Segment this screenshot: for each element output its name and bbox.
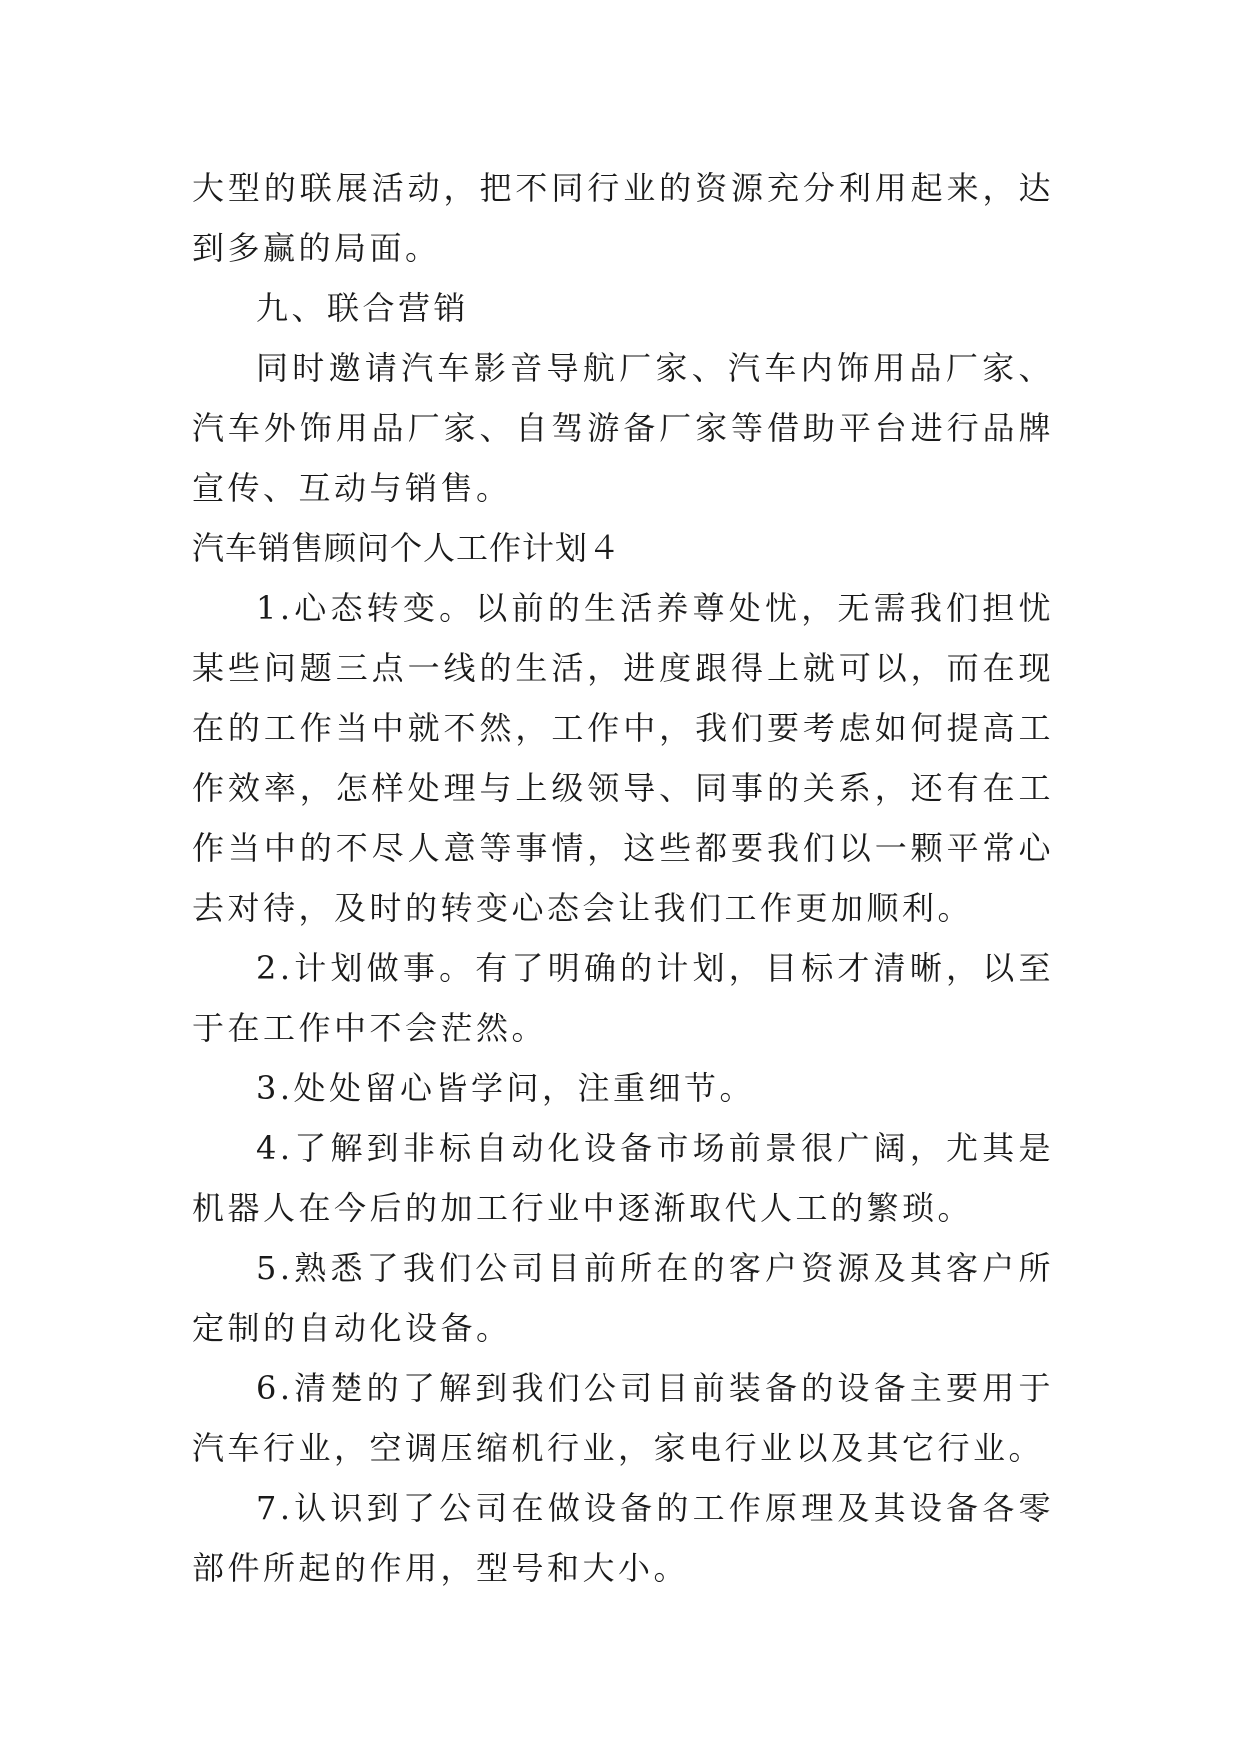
list-item-1: 1.心态转变。以前的生活养尊处忧，无需我们担忧某些问题三点一线的生活，进度跟得上就可以，而在现在的工作当中就不然，工作中，我们要考虑如何提高工作效率，怎样处理与上级领导、同事的关系，还有在工作当中的不尽人意等事情，这些都要我们以一颗平常心去对待，及时的转变心态会让我们工作更加顺利。 — [192, 589, 1054, 927]
list-item-7: 7.认识到了公司在做设备的工作原理及其设备各零部件所起的作用，型号和大小。 — [192, 1489, 1054, 1587]
document-body — [192, 158, 1054, 1598]
section-heading-joint-marketing: 九、联合营销 — [256, 289, 470, 327]
list-item-6: 6.清楚的了解到我们公司目前装备的设备主要用于汽车行业，空调压缩机行业，家电行业以及其它行业。 — [192, 1369, 1054, 1467]
paragraph-joint-marketing: 同时邀请汽车影音导航厂家、汽车内饰用品厂家、汽车外饰用品厂家、自驾游备厂家等借助平台进行品牌宣传、互动与销售。 — [192, 349, 1054, 507]
list-item-3: 3.处处留心皆学问，注重细节。 — [256, 1069, 756, 1107]
list-item-5: 5.熟悉了我们公司目前所在的客户资源及其客户所定制的自动化设备。 — [192, 1249, 1054, 1347]
list-item-4: 4.了解到非标自动化设备市场前景很广阔，尤其是机器人在今后的加工行业中逐渐取代人工的繁琐。 — [192, 1129, 1054, 1227]
list-item-2: 2.计划做事。有了明确的计划，目标才清晰，以至于在工作中不会茫然。 — [192, 949, 1054, 1047]
document-title: 汽车销售顾问个人工作计划４ — [192, 529, 622, 567]
paragraph-joint-exhibition: 大型的联展活动，把不同行业的资源充分利用起来，达到多赢的局面。 — [192, 169, 1054, 267]
